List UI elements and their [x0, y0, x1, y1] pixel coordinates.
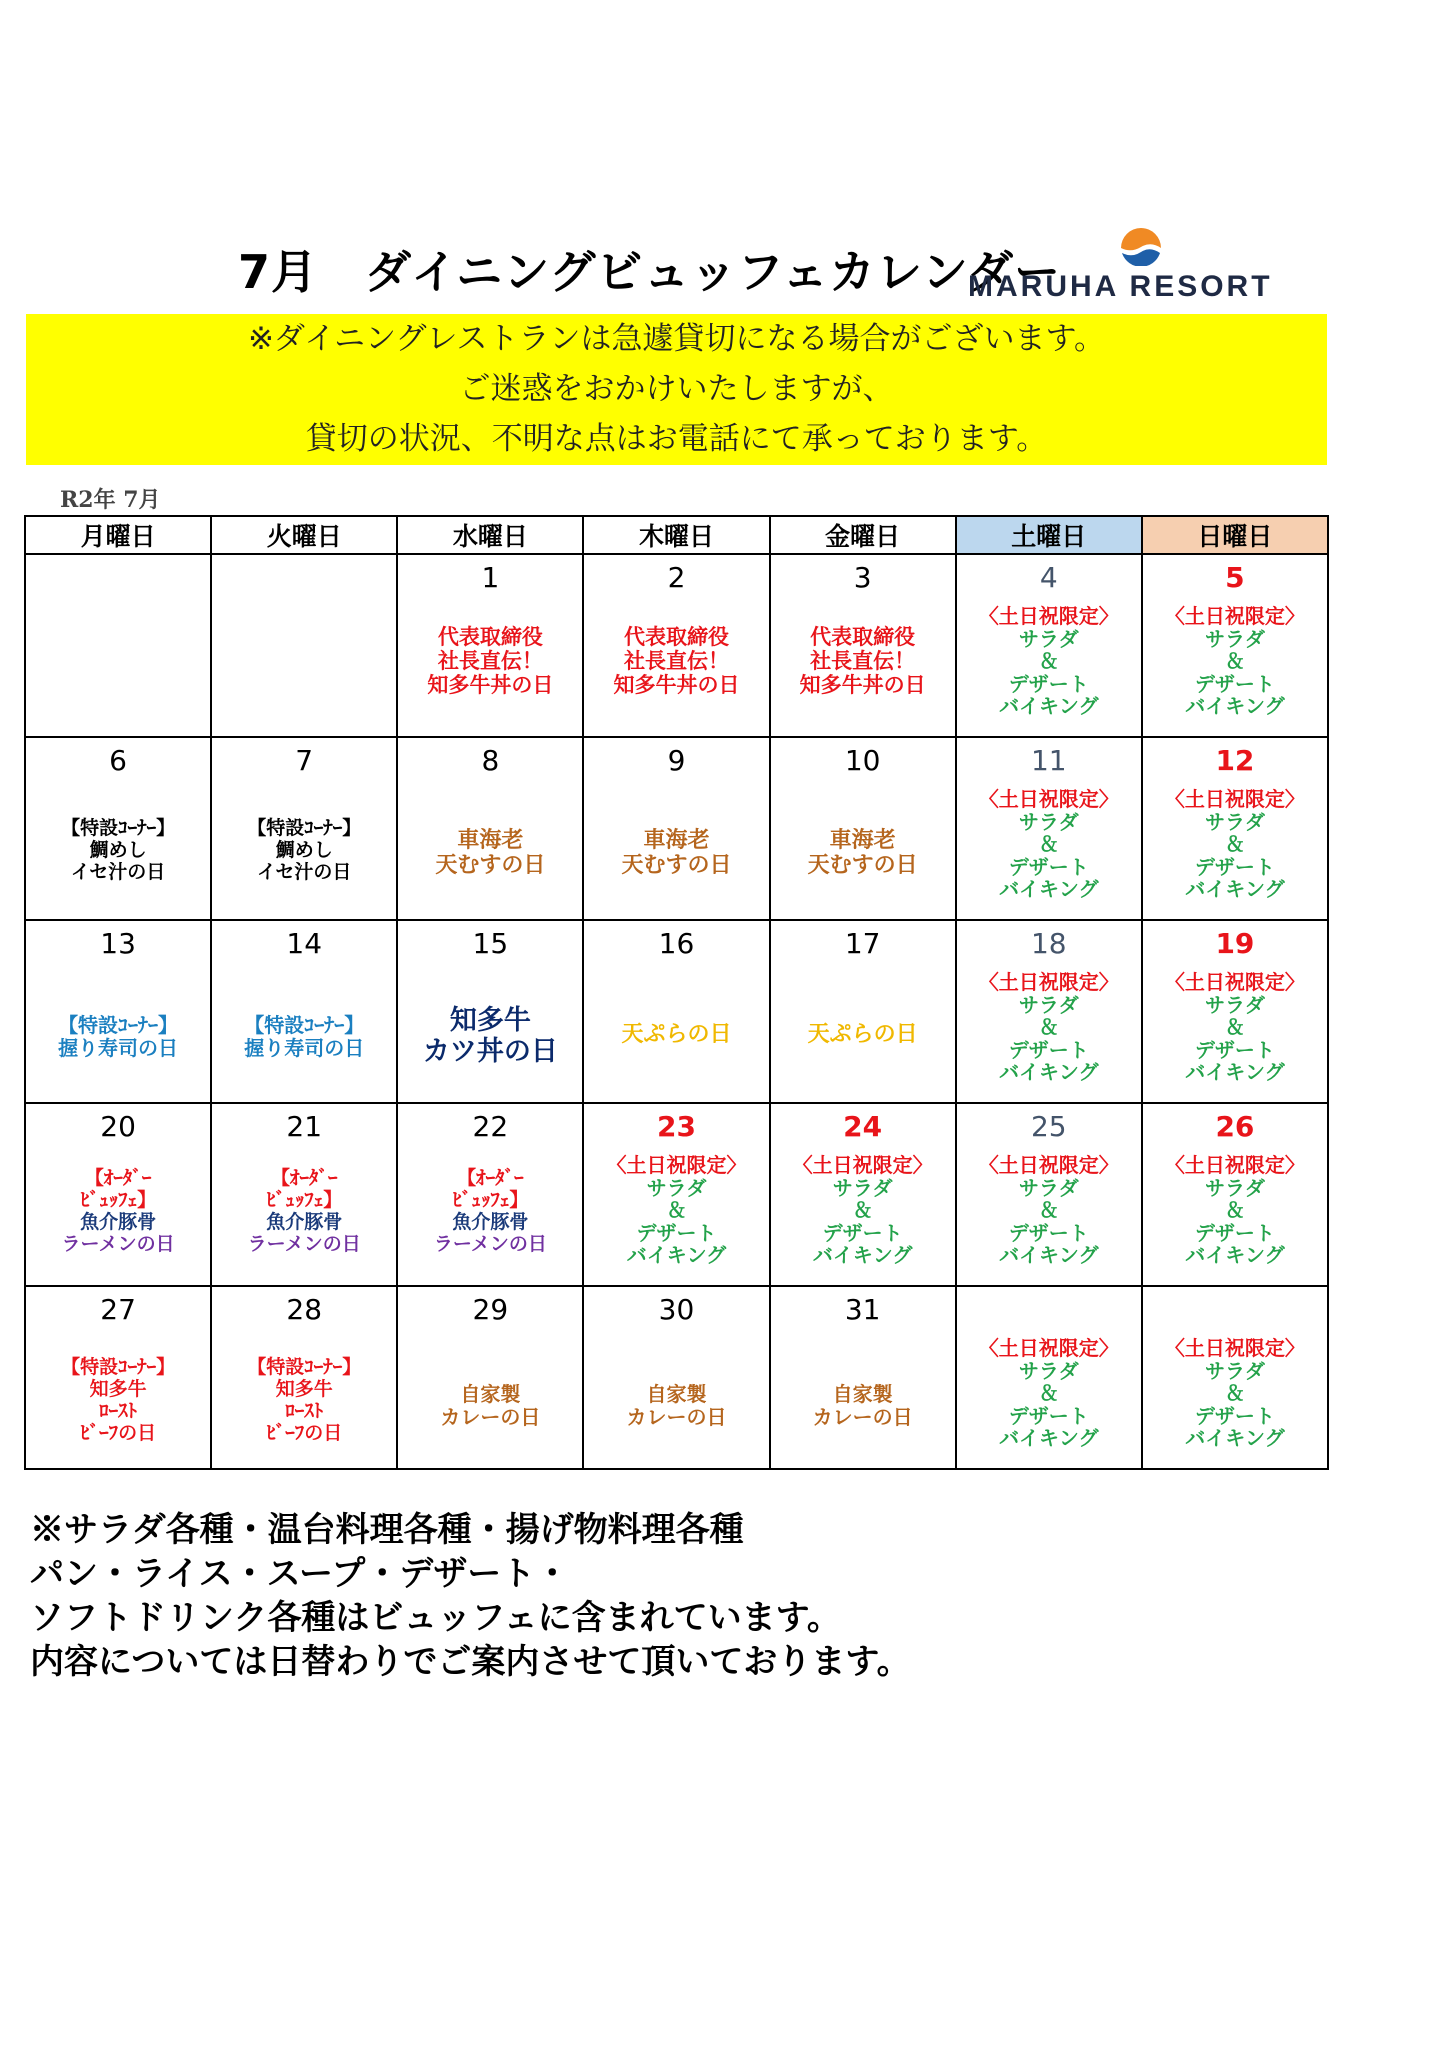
day-number: 7 — [295, 744, 314, 777]
calendar-table — [24, 515, 1329, 1470]
calendar-day-cell — [1142, 737, 1328, 920]
event-weekend — [957, 1337, 1141, 1450]
calendar-week-row — [25, 1103, 1328, 1286]
day-number: 2 — [667, 561, 686, 594]
day-number: 31 — [844, 1293, 881, 1326]
event-line: 〈土日祝限定〉 — [978, 1153, 1119, 1177]
event-line: 〈土日祝限定〉 — [978, 604, 1119, 628]
event-line: ﾋﾞｭｯﾌｪ】 — [452, 1188, 529, 1211]
event-line: バイキング — [999, 1426, 1099, 1451]
event-line: サラダ — [1205, 1358, 1265, 1383]
event-line: 【特設ｺｰﾅｰ】 — [244, 1013, 365, 1037]
event-line: サラダ — [646, 1175, 707, 1200]
event-line: 〈土日祝限定〉 — [1164, 604, 1305, 628]
logo-text: MARUHA RESORT — [968, 270, 1273, 303]
event-line: 知多牛丼の日 — [613, 673, 740, 698]
calendar-week-row — [25, 1286, 1328, 1469]
event-line: バイキング — [812, 1243, 913, 1268]
event-line: バイキング — [999, 1060, 1099, 1085]
event-line: ＆ — [1224, 1198, 1245, 1223]
calendar-day-cell — [25, 737, 211, 920]
event-line: ＆ — [1224, 649, 1245, 674]
event-line: 知多牛 — [89, 1377, 147, 1400]
calendar-day-cell — [956, 737, 1142, 920]
event-line: 代表取締役 — [437, 625, 543, 649]
calendar-day-cell — [211, 1103, 397, 1286]
calendar-day-cell — [770, 737, 956, 920]
event-line: 〈土日祝限定〉 — [1164, 970, 1305, 994]
day-number: 14 — [286, 927, 323, 960]
event-line: 〈土日祝限定〉 — [978, 970, 1119, 994]
calendar-day-cell — [1142, 554, 1328, 737]
day-number: 29 — [472, 1293, 509, 1326]
day-number: 23 — [657, 1110, 696, 1143]
event-line: ﾛｰｽﾄ — [99, 1399, 138, 1422]
event-curry — [771, 1383, 955, 1429]
day-number: 20 — [100, 1110, 136, 1143]
event-tenmusu — [398, 828, 582, 879]
event-line: デザート — [636, 1220, 717, 1245]
event-line: 【特設ｺｰﾅｰ】 — [58, 1013, 179, 1037]
event-roastbeef — [26, 1357, 210, 1444]
event-line: サラダ — [1018, 626, 1079, 651]
event-line: ラーメンの日 — [433, 1232, 547, 1255]
event-line: 握り寿司の日 — [58, 1036, 179, 1060]
event-line: 鯛めし — [275, 838, 333, 861]
calendar-day-cell — [770, 1103, 956, 1286]
event-taimeshi — [26, 818, 210, 884]
event-line: 車海老 — [457, 828, 524, 853]
event-weekend — [957, 971, 1141, 1084]
calendar-day-cell — [25, 1103, 211, 1286]
calendar-day-cell — [583, 737, 769, 920]
day-number: 9 — [667, 744, 686, 777]
event-line: ﾋﾞｰﾌの日 — [80, 1421, 157, 1444]
calendar-week-row — [25, 920, 1328, 1103]
event-line: デザート — [1008, 854, 1089, 879]
day-number: 26 — [1215, 1110, 1255, 1143]
event-weekend — [1143, 1154, 1327, 1267]
day-number: 30 — [658, 1293, 695, 1326]
event-line: カレーの日 — [812, 1405, 913, 1429]
event-president — [584, 625, 768, 697]
event-line: 【ｵｰﾀﾞｰ — [457, 1167, 524, 1189]
event-line: デザート — [1194, 1403, 1275, 1428]
event-line: デザート — [1008, 671, 1089, 696]
weekday-header-row — [25, 516, 1328, 554]
event-line: 知多牛 — [275, 1377, 333, 1400]
day-number: 21 — [286, 1110, 323, 1143]
event-line: ＆ — [1224, 1015, 1245, 1040]
event-tenmusu — [584, 828, 768, 879]
calendar-day-cell — [956, 920, 1142, 1103]
event-line: 自家製 — [646, 1382, 707, 1406]
event-line: サラダ — [1205, 809, 1265, 834]
event-president — [771, 625, 955, 697]
event-line: 〈土日祝限定〉 — [1164, 1336, 1305, 1360]
event-line: ＆ — [666, 1198, 687, 1223]
event-line: バイキング — [1185, 1426, 1285, 1451]
event-line: ＆ — [852, 1198, 873, 1223]
event-line: バイキング — [1185, 694, 1285, 719]
calendar-day-cell — [25, 920, 211, 1103]
calendar-day-cell — [25, 1286, 211, 1469]
event-line: カツ丼の日 — [422, 1036, 558, 1068]
event-line: 〈土日祝限定〉 — [606, 1153, 747, 1177]
event-line: 鯛めし — [89, 838, 147, 861]
day-number: 19 — [1215, 927, 1255, 960]
event-line: バイキング — [999, 877, 1099, 902]
notice-line: ※ダイニングレストランは急遽貸切になる場合がございます。 — [247, 321, 1106, 357]
event-line: バイキング — [626, 1243, 727, 1268]
event-line: 社長直伝！ — [623, 649, 729, 674]
day-number: 6 — [109, 744, 127, 777]
calendar-day-cell — [211, 554, 397, 737]
calendar-day-cell — [397, 1286, 583, 1469]
event-line: 知多牛丼の日 — [427, 673, 554, 698]
calendar-day-cell — [956, 1103, 1142, 1286]
event-line: ﾋﾞｰﾌの日 — [266, 1421, 343, 1444]
event-line: 〈土日祝限定〉 — [1164, 1153, 1305, 1177]
event-line: ＆ — [1038, 649, 1059, 674]
event-line: サラダ — [1018, 1358, 1079, 1383]
event-line: デザート — [1194, 1037, 1275, 1062]
event-line: 【ｵｰﾀﾞｰ — [270, 1167, 338, 1189]
event-line: ＆ — [1224, 832, 1245, 857]
event-line: ＆ — [1224, 1381, 1245, 1406]
event-roastbeef — [212, 1357, 396, 1444]
event-line: デザート — [1008, 1037, 1089, 1062]
event-tempura — [584, 1022, 768, 1047]
wave-logo-icon — [1118, 226, 1164, 266]
footer-line: ソフトドリンク各種はビュッフェに含まれています。 — [30, 1598, 841, 1638]
day-number: 8 — [481, 744, 500, 777]
weekday-header: 金曜日 — [770, 516, 956, 554]
event-line: デザート — [822, 1220, 903, 1245]
event-line: ＆ — [1038, 1015, 1059, 1040]
calendar-day-cell — [583, 1286, 769, 1469]
event-order — [398, 1168, 582, 1255]
event-line: デザート — [1008, 1403, 1089, 1428]
day-number — [957, 1287, 1141, 1327]
day-number: 27 — [100, 1293, 136, 1326]
calendar-day-cell — [956, 1286, 1142, 1469]
calendar-day-cell — [770, 920, 956, 1103]
event-line: 知多牛丼の日 — [799, 673, 926, 698]
event-taimeshi — [212, 818, 396, 884]
event-weekend — [1143, 605, 1327, 718]
calendar-day-cell — [583, 920, 769, 1103]
footer-line: 内容については日替わりでご案内させて頂いております。 — [30, 1642, 911, 1682]
calendar-week-row — [25, 737, 1328, 920]
event-line: 魚介豚骨 — [80, 1210, 157, 1233]
event-line: カレーの日 — [440, 1405, 541, 1429]
year-month-label: R2年 7月 — [60, 487, 161, 513]
event-line: デザート — [1194, 671, 1275, 696]
day-number: 17 — [844, 927, 881, 960]
day-number: 15 — [472, 927, 509, 960]
calendar-day-cell — [25, 554, 211, 737]
event-weekend — [584, 1154, 768, 1267]
event-order — [26, 1168, 210, 1255]
event-weekend — [957, 605, 1141, 718]
event-line: バイキング — [1185, 1060, 1285, 1085]
event-line: イセ汁の日 — [256, 860, 352, 883]
event-tempura — [771, 1022, 955, 1047]
day-number: 4 — [1039, 561, 1058, 594]
event-order — [212, 1168, 396, 1255]
event-sushi — [26, 1014, 210, 1060]
calendar-day-cell — [583, 554, 769, 737]
event-line: ﾋﾞｭｯﾌｪ】 — [266, 1188, 343, 1211]
notice-line: 貸切の状況、不明な点はお電話にて承っております。 — [305, 421, 1048, 457]
day-number: 22 — [472, 1110, 509, 1143]
day-number: 16 — [658, 927, 695, 960]
page-title: 7月 ダイニングビュッフェカレンダー — [238, 245, 1062, 299]
calendar-day-cell — [397, 737, 583, 920]
event-line: 〈土日祝限定〉 — [978, 787, 1119, 811]
event-line: バイキング — [999, 694, 1099, 719]
day-number: 12 — [1215, 744, 1255, 777]
event-sushi — [212, 1014, 396, 1060]
event-curry — [584, 1383, 768, 1429]
event-line: 【ｵｰﾀﾞｰ — [84, 1167, 152, 1189]
event-line: サラダ — [1018, 1175, 1079, 1200]
event-weekend — [957, 788, 1141, 901]
event-line: ラーメンの日 — [247, 1232, 361, 1255]
notice-line: ご迷惑をおかけいたしますが、 — [459, 371, 894, 407]
event-president — [398, 625, 582, 697]
weekday-header: 木曜日 — [583, 516, 769, 554]
event-line: ＆ — [1038, 832, 1059, 857]
calendar-day-cell — [211, 737, 397, 920]
event-line: ﾛｰｽﾄ — [285, 1399, 324, 1422]
day-number: 1 — [481, 561, 500, 594]
event-line: 天ぷらの日 — [807, 1022, 918, 1047]
event-weekend — [957, 1154, 1141, 1267]
event-line: バイキング — [999, 1243, 1099, 1268]
event-line: 〈土日祝限定〉 — [978, 1336, 1119, 1360]
day-number: 28 — [286, 1293, 323, 1326]
event-line: 知多牛 — [449, 1005, 531, 1036]
event-line: 自家製 — [832, 1382, 893, 1406]
calendar-day-cell — [770, 554, 956, 737]
event-tenmusu — [771, 828, 955, 879]
event-line: 車海老 — [829, 828, 896, 853]
event-weekend — [1143, 971, 1327, 1084]
day-number: 13 — [100, 927, 136, 960]
day-number: 3 — [853, 561, 872, 594]
event-weekend — [1143, 1337, 1327, 1450]
event-line: 代表取締役 — [623, 625, 729, 649]
event-line: ﾋﾞｭｯﾌｪ】 — [80, 1188, 157, 1211]
day-number: 5 — [1225, 561, 1245, 594]
day-number: 18 — [1030, 927, 1067, 960]
day-number: 11 — [1030, 744, 1067, 777]
day-number: 24 — [843, 1110, 883, 1143]
event-line: デザート — [1194, 1220, 1275, 1245]
event-line: 魚介豚骨 — [452, 1210, 529, 1233]
event-line: 天むすの日 — [807, 853, 918, 879]
event-line: サラダ — [1018, 809, 1079, 834]
weekday-header: 水曜日 — [397, 516, 583, 554]
event-line: 【特設ｺｰﾅｰ】 — [247, 1356, 362, 1378]
event-line: 社長直伝！ — [810, 649, 916, 674]
event-line: ＆ — [1038, 1198, 1059, 1223]
calendar-day-cell — [397, 920, 583, 1103]
event-line: 社長直伝！ — [437, 649, 543, 674]
event-line: サラダ — [1205, 992, 1265, 1017]
event-line: 【特設ｺｰﾅｰ】 — [61, 1356, 176, 1378]
event-line: サラダ — [1205, 1175, 1265, 1200]
weekday-header: 火曜日 — [211, 516, 397, 554]
calendar-day-cell — [956, 554, 1142, 737]
maruha-resort-logo — [968, 226, 1318, 306]
event-line: サラダ — [1205, 626, 1265, 651]
day-number — [1143, 1287, 1327, 1327]
event-line: デザート — [1008, 1220, 1089, 1245]
event-line: 天むすの日 — [435, 853, 546, 879]
event-weekend — [771, 1154, 955, 1267]
event-line: 【特設ｺｰﾅｰ】 — [61, 817, 176, 839]
calendar-week-row — [25, 554, 1328, 737]
calendar-day-cell — [211, 1286, 397, 1469]
event-line: 自家製 — [460, 1382, 521, 1406]
event-line: サラダ — [1018, 992, 1079, 1017]
event-line: 魚介豚骨 — [266, 1210, 343, 1233]
event-line: イセ汁の日 — [70, 860, 166, 883]
event-line: 〈土日祝限定〉 — [1164, 787, 1305, 811]
calendar-day-cell — [1142, 920, 1328, 1103]
calendar-day-cell — [1142, 1103, 1328, 1286]
event-curry — [398, 1383, 582, 1429]
event-line: 〈土日祝限定〉 — [792, 1153, 933, 1177]
event-line: サラダ — [832, 1175, 893, 1200]
day-number: 10 — [844, 744, 881, 777]
event-line: 代表取締役 — [810, 625, 916, 649]
calendar-day-cell — [397, 1103, 583, 1286]
event-line: バイキング — [1185, 1243, 1285, 1268]
event-weekend — [1143, 788, 1327, 901]
weekday-header: 月曜日 — [25, 516, 211, 554]
footer-line: ※サラダ各種・温台料理各種・揚げ物料理各種 — [30, 1510, 744, 1550]
footer-note — [30, 1508, 911, 1684]
calendar-day-cell — [397, 554, 583, 737]
calendar-day-cell — [211, 920, 397, 1103]
day-number — [212, 555, 396, 595]
day-number: 25 — [1030, 1110, 1067, 1143]
event-line: バイキング — [1185, 877, 1285, 902]
event-line: ラーメンの日 — [61, 1232, 175, 1255]
event-line: デザート — [1194, 854, 1275, 879]
event-line: 天むすの日 — [621, 853, 732, 879]
event-line: 【特設ｺｰﾅｰ】 — [247, 817, 362, 839]
weekday-header-saturday: 土曜日 — [956, 516, 1142, 554]
event-line: ＆ — [1038, 1381, 1059, 1406]
event-katsudon — [398, 1005, 582, 1067]
event-line: カレーの日 — [626, 1405, 727, 1429]
calendar-day-cell — [1142, 1286, 1328, 1469]
calendar-day-cell — [770, 1286, 956, 1469]
calendar-day-cell — [583, 1103, 769, 1286]
footer-line: パン・ライス・スープ・デザート・ — [30, 1554, 570, 1594]
event-line: 天ぷらの日 — [621, 1022, 732, 1047]
notice-banner — [26, 314, 1327, 465]
day-number — [26, 555, 210, 595]
event-line: 握り寿司の日 — [244, 1036, 365, 1060]
event-line: 車海老 — [643, 828, 710, 853]
weekday-header-sunday: 日曜日 — [1142, 516, 1328, 554]
